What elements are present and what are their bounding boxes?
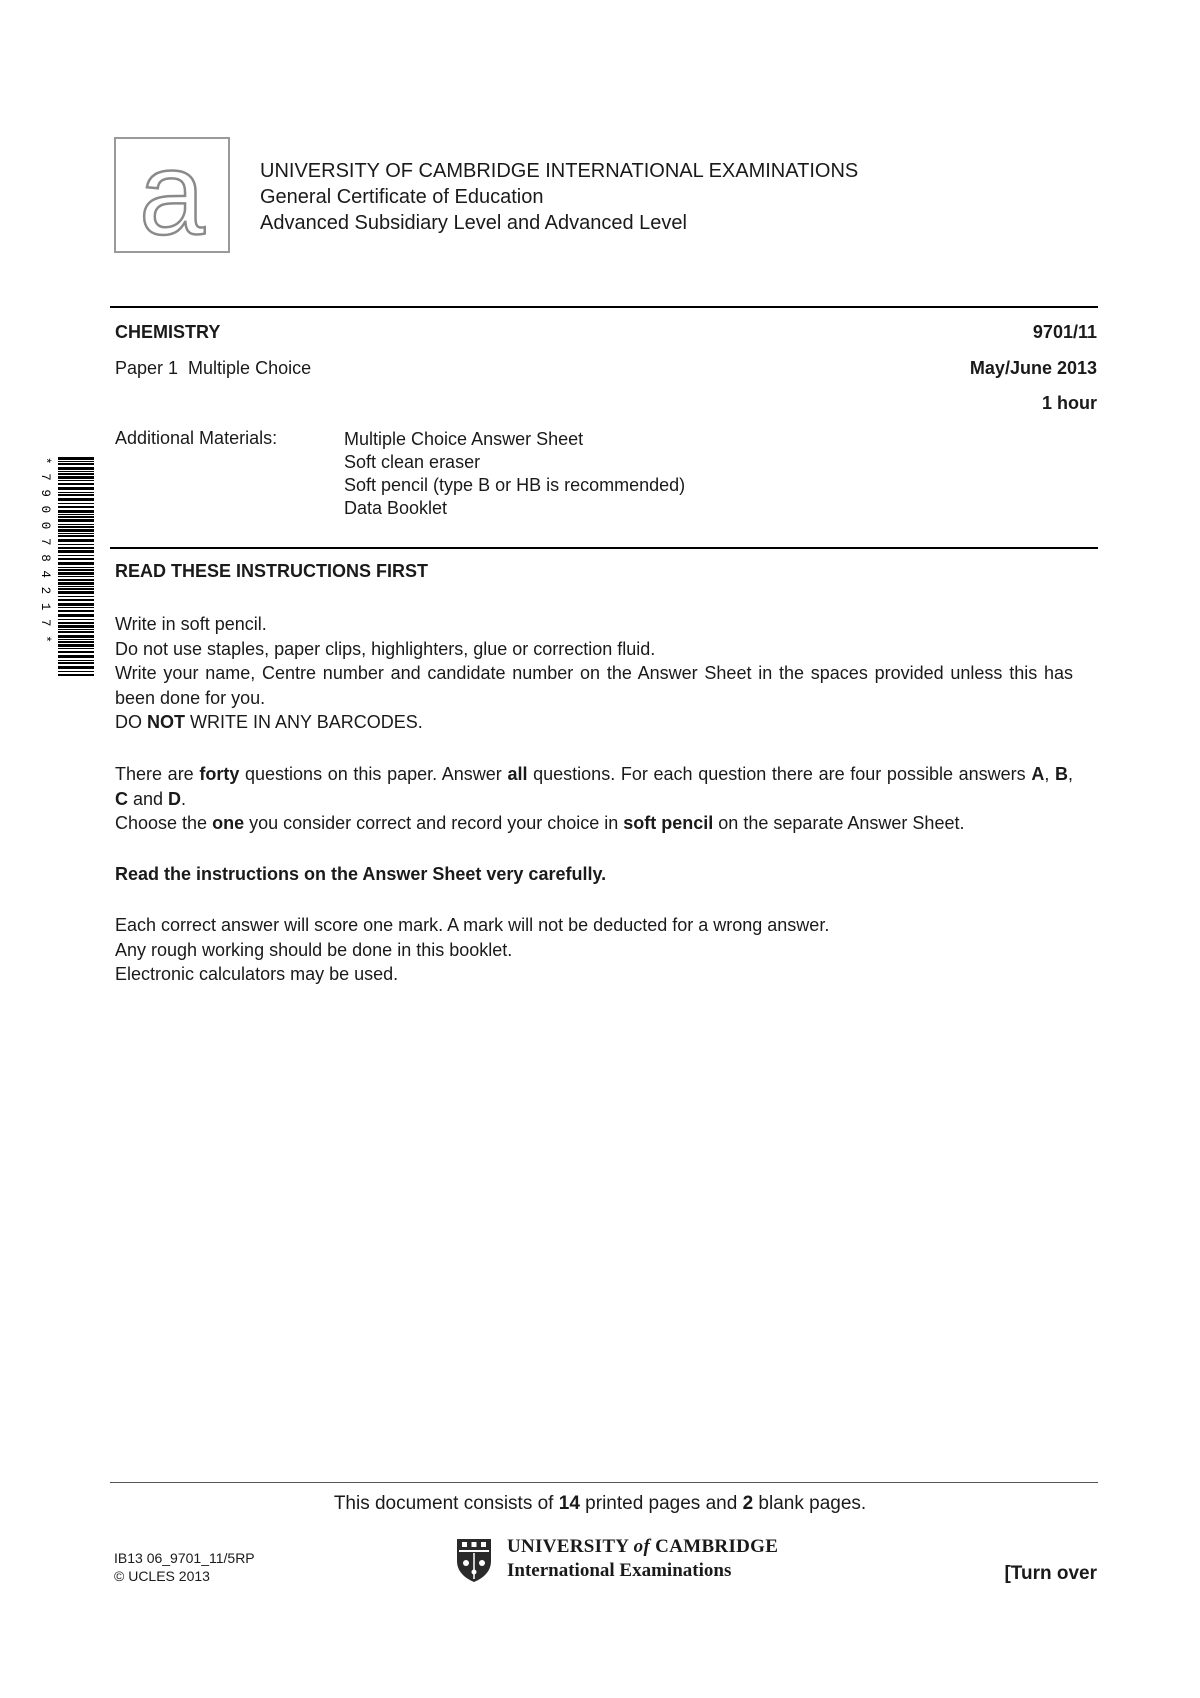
barcode-bar [58, 558, 94, 560]
barcode-bar [58, 461, 94, 462]
reference-code: IB13 06_9701_11/5RP [114, 1550, 255, 1566]
barcode-bar [58, 607, 94, 608]
barcode-bar [58, 535, 94, 537]
barcode-bar [58, 473, 94, 475]
barcode-bar [58, 463, 94, 465]
barcode-bar [58, 572, 94, 575]
barcode-bar [58, 494, 94, 496]
instruction-line: Each correct answer will score one mark. A mark will not be deducted for a wrong answer. [115, 915, 830, 935]
barcode-bar [58, 569, 94, 571]
instructions-block-2 [115, 762, 1073, 836]
barcode-bar [58, 498, 94, 501]
copyright: © UCLES 2013 [114, 1568, 210, 1584]
barcode-bar [58, 539, 94, 542]
materials-list [344, 428, 685, 520]
instruction-line: Any rough working should be done in this booklet. [115, 939, 513, 960]
barcode-bar [58, 547, 94, 549]
instructions-block-1 [115, 612, 1073, 735]
barcode-bar [58, 555, 94, 556]
barcode-bar [58, 533, 94, 534]
instruction-line: Choose the one you consider correct and record your choice in soft pencil on the separate Answer Sheet. [115, 813, 965, 833]
barcode-bar [58, 614, 94, 617]
header-divider [110, 306, 1098, 308]
barcode [34, 455, 96, 681]
institution-name: UNIVERSITY OF CAMBRIDGE INTERNATIONAL EXAMINATIONS [260, 160, 859, 182]
barcode-bar [58, 514, 94, 515]
barcode-bar [58, 603, 94, 606]
barcode-bar [58, 588, 94, 590]
barcode-bar [58, 599, 94, 601]
materials-item: Soft clean eraser [344, 452, 481, 472]
paper-name: Paper 1 Multiple Choice [115, 358, 312, 378]
barcode-bar [58, 550, 94, 553]
barcode-bar [58, 506, 94, 508]
turn-over-label: [Turn over [1004, 1563, 1097, 1584]
barcode-bar [58, 644, 94, 647]
barcode-bar [58, 492, 94, 493]
barcode-bar [58, 662, 94, 664]
barcode-bar [58, 666, 94, 669]
barcode-bar [58, 544, 94, 545]
barcode-bar [58, 635, 94, 638]
barcode-bar [58, 660, 94, 661]
barcode-bar [58, 596, 94, 597]
qualification: General Certificate of Education [260, 186, 544, 208]
barcode-bar [58, 467, 94, 470]
barcode-bar [58, 591, 94, 594]
barcode-bar [58, 576, 94, 577]
instructions-heading: READ THESE INSTRUCTIONS FIRST [115, 561, 429, 581]
barcode-bar [58, 519, 94, 522]
cambridge-wordmark-line2: International Examinations [507, 1560, 732, 1581]
barcode-text: * 7 9 0 0 7 8 4 2 1 7 * [38, 457, 52, 644]
barcode-bar [58, 622, 94, 624]
barcode-bar [58, 586, 94, 587]
barcode-bar [58, 631, 94, 633]
barcode-bar [58, 610, 94, 612]
paper-code: 9701/11 [1032, 322, 1097, 342]
document-reference [114, 1549, 255, 1585]
footer-divider [110, 1482, 1098, 1483]
instruction-line: Write in soft pencil. [115, 614, 267, 634]
barcode-bar [58, 487, 94, 490]
barcode-bar [58, 471, 94, 472]
barcode-bar [58, 641, 94, 643]
barcode-bar [58, 483, 94, 485]
level: Advanced Subsidiary Level and Advanced Level [260, 212, 687, 234]
instructions-block-4 [115, 913, 1073, 987]
materials-item: Soft pencil (type B or HB is recommended) [344, 475, 686, 495]
barcode-bar [58, 516, 94, 518]
materials-item: Multiple Choice Answer Sheet [344, 429, 584, 449]
barcode-bar [58, 562, 94, 565]
barcode-bar [58, 529, 94, 532]
instructions-divider [110, 547, 1098, 549]
barcode-bar [58, 510, 94, 513]
barcode-bar [58, 639, 94, 640]
instruction-line: DO NOT WRITE IN ANY BARCODES. [115, 712, 423, 732]
barcode-bar [58, 648, 94, 649]
instruction-line: Write your name, Centre number and candidate number on the Answer Sheet in the spaces provided unless this has been done for you. [115, 663, 1073, 708]
barcode-bar [58, 524, 94, 525]
barcode-bar [58, 629, 94, 630]
materials-item: Data Booklet [344, 498, 448, 518]
barcode-bar [58, 503, 94, 504]
instruction-line: Do not use staples, paper clips, highlighters, glue or correction fluid. [115, 638, 656, 659]
duration: 1 hour [1041, 393, 1097, 413]
university-crest-icon [455, 1537, 493, 1583]
subject: CHEMISTRY [115, 322, 221, 342]
logo-letter: a [139, 139, 205, 251]
answer-sheet-instruction: Read the instructions on the Answer Sheet very carefully. [115, 864, 607, 884]
barcode-bars [58, 457, 94, 676]
barcode-bar [58, 582, 94, 585]
instruction-line: There are forty questions on this paper. Answer all questions. For each question there are four possible answers A, B, C and D. [115, 764, 1074, 809]
barcode-bar [58, 651, 94, 653]
barcode-bar [58, 457, 94, 460]
barcode-bar [58, 480, 94, 481]
barcode-bar [58, 655, 94, 658]
barcode-bar [58, 619, 94, 620]
barcode-bar [58, 526, 94, 528]
exam-board-logo [114, 137, 230, 253]
barcode-bar [58, 674, 94, 676]
page-count-note: This document consists of 14 printed pages and 2 blank pages. [333, 1493, 867, 1514]
barcode-bar [58, 567, 94, 568]
barcode-bar [58, 625, 94, 628]
barcode-bar [58, 579, 94, 581]
barcode-bar [58, 476, 94, 479]
instruction-line: Electronic calculators may be used. [115, 964, 399, 984]
materials-label: Additional Materials: [115, 428, 278, 448]
cambridge-wordmark-line1: UNIVERSITY of CAMBRIDGE [507, 1536, 779, 1557]
barcode-bar [58, 671, 94, 672]
session: May/June 2013 [969, 358, 1097, 378]
